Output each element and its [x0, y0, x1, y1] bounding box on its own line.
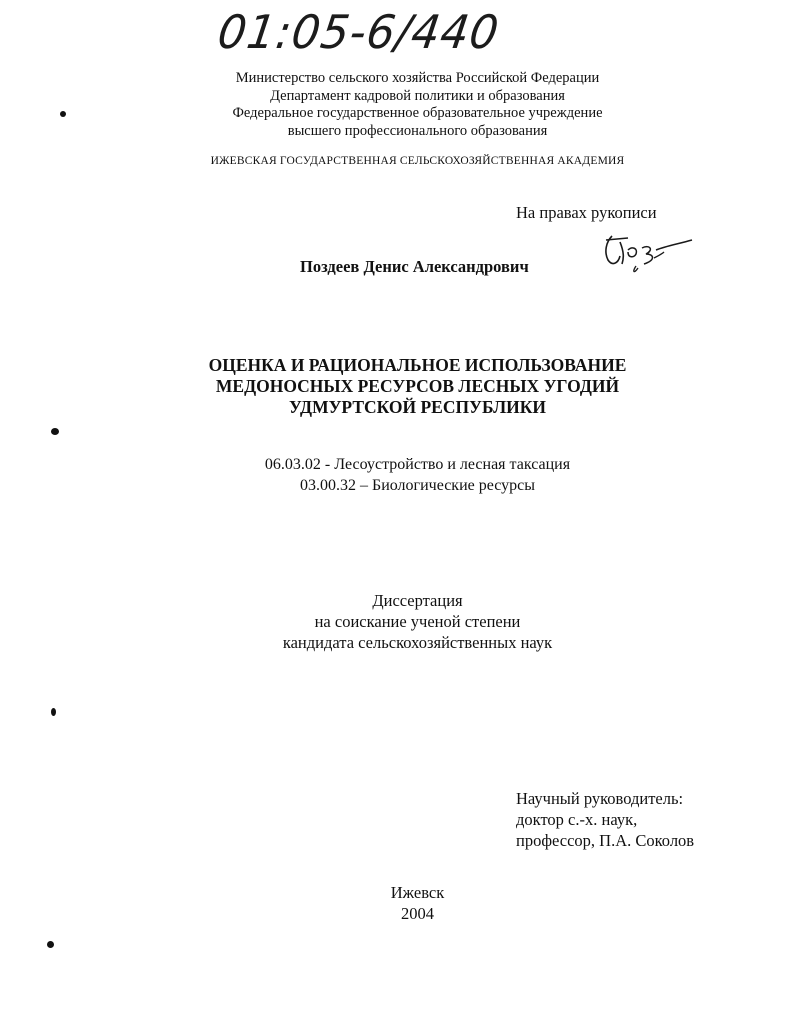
scan-speck: [60, 111, 66, 117]
academy-name: ИЖЕВСКАЯ ГОСУДАРСТВЕННАЯ СЕЛЬСКОХОЗЯЙСТВЕННАЯ АКАДЕМИЯ: [210, 155, 625, 167]
signature-icon: [598, 228, 698, 278]
supervisor-block: [516, 788, 694, 851]
institution-line: Федеральное государственное образовательное учреждение: [232, 105, 603, 121]
specialty-line: 06.03.02 - Лесоустройство и лесная таксация: [264, 456, 571, 473]
author-name: Поздеев Денис Александрович: [300, 257, 529, 276]
supervisor-label: Научный руководитель:: [516, 789, 684, 808]
ministry-line: Министерство сельского хозяйства Российской Федерации: [235, 70, 600, 86]
manuscript-note: На правах рукописи: [516, 203, 657, 222]
scan-speck: [51, 708, 56, 716]
organization-header: [0, 70, 795, 140]
description-line: на соискание ученой степени: [314, 612, 521, 631]
title-line: МЕДОНОСНЫХ РЕСУРСОВ ЛЕСНЫХ УГОДИЙ: [215, 376, 620, 396]
description-line: кандидата сельскохозяйственных наук: [282, 633, 553, 652]
specialty-line: 03.00.32 – Биологические ресурсы: [300, 477, 535, 494]
scan-speck: [47, 941, 54, 948]
specialties: [0, 454, 795, 496]
year: 2004: [401, 904, 434, 923]
archive-number: 01:05-6/440: [214, 6, 503, 60]
title-line: УДМУРТСКОЙ РЕСПУБЛИКИ: [288, 397, 547, 417]
supervisor-degree: доктор с.-х. наук,: [516, 810, 638, 829]
department-line: Департамент кадровой политики и образования: [270, 87, 565, 104]
description-line: Диссертация: [372, 591, 463, 610]
title-line: ОЦЕНКА И РАЦИОНАЛЬНОЕ ИСПОЛЬЗОВАНИЕ: [208, 355, 627, 375]
supervisor-name: профессор, П.А. Соколов: [516, 831, 695, 850]
education-level-line: высшего профессионального образования: [287, 122, 548, 139]
city: Ижевск: [390, 883, 445, 902]
dissertation-title: [0, 355, 795, 418]
scan-speck: [51, 428, 59, 435]
city-year: [0, 882, 795, 924]
dissertation-description: [0, 590, 795, 653]
